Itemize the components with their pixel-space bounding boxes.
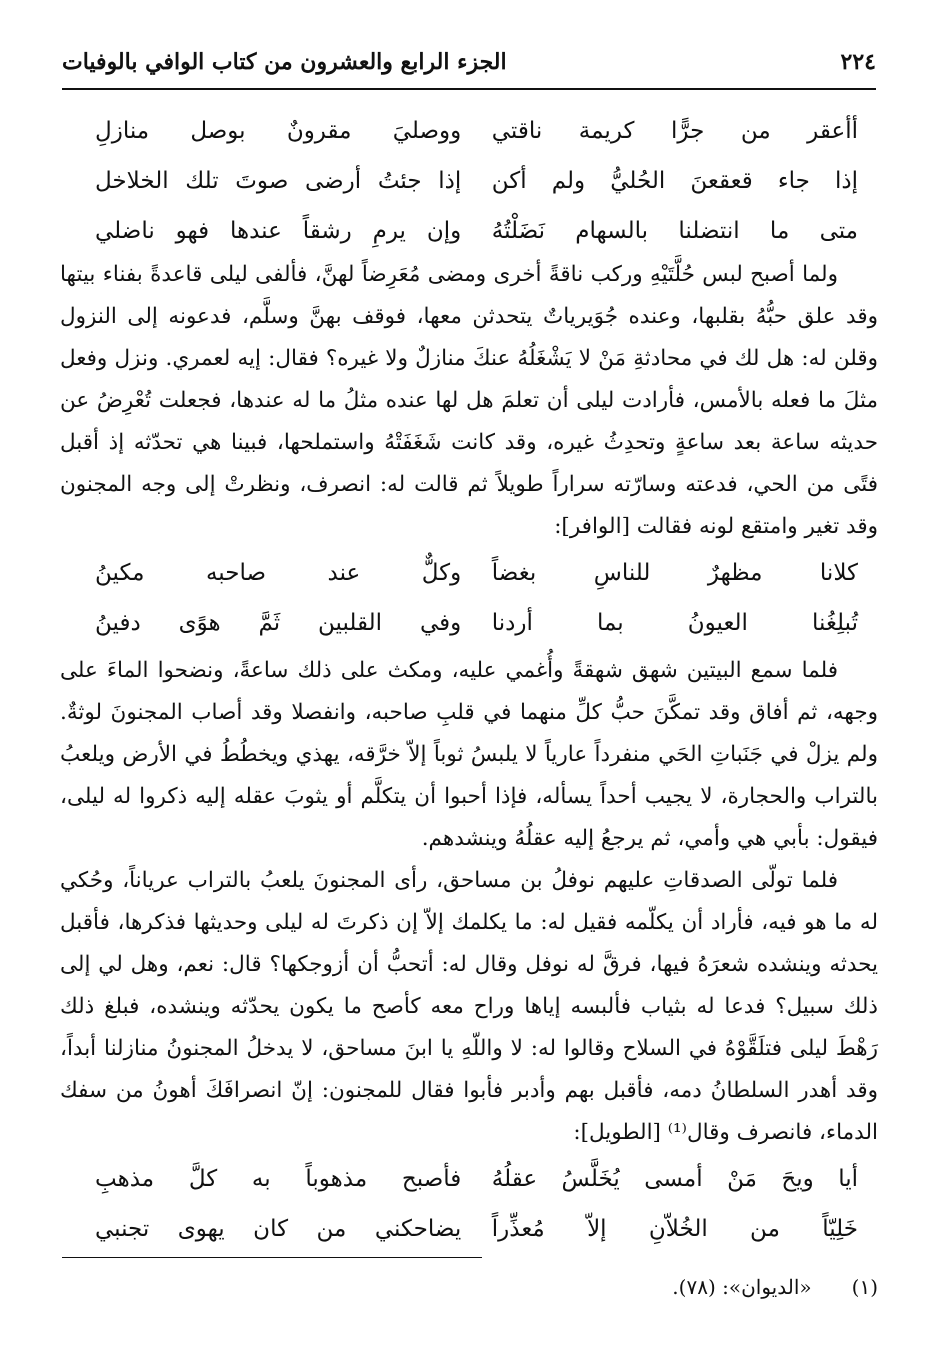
verse-second-hemistich: وفي القلبين ثَمَّ هوًى دفينُ (95, 610, 462, 636)
verse-line (95, 548, 858, 598)
verse-first-hemistich: خَلِيّاً من الخُلاّنِ إلاّ مُعذِّراً (491, 1216, 858, 1242)
paragraph-text: فلما تولّى الصدقاتِ عليهم نوفلُ بن مساحق، رأى المجنونَ يلعبُ بالتراب عرياناً، وحُكي له ما هو فيه، فأراد أن يكلّمه فقيل له: ما يكلمك إلاّ إن ذكرتَ له ليلى وحديثها فذكرها، فأقبل يحدثه وينشده شعرَهُ فيها، فرقَّ له نوفل وقال له: أتحبُّ أن أزوجكها؟ قال: نعم، وهل لي إلى ذلك سبيل؟ فدعا له بثياب فألبسه إياها وراح معه كأصح ما يكون يحدّثه وينشده، فبلغ ذلك رَهْطَ ليلى فتلَقَّوْهُ في السلاح وقالوا له: لا واللّهِ يا ابنَ مساحق، لا يدخلُ المجنونُ منازلنا أبداً، وقد أهدر السلطانُ دمه، فأقبل بهم وأدبر فأبوا فقال للمجنون: إنّ انصرافَكَ أهونُ من سفك الدماء، فانصرف وقال⁽¹⁾ [الطويل]: (60, 868, 878, 1145)
verse-second-hemistich: فأصبح مذهوباً به كلَّ مذهبِ (95, 1166, 462, 1192)
verse-first-hemistich: متى ما انتضلنا بالسهام نَضَلْتُهُ (491, 218, 858, 244)
verse-second-hemistich: وإن يرمِ رشقاً عندها فهو ناضلي (95, 218, 462, 244)
prose-paragraph-2 (60, 650, 878, 860)
verse-line (95, 1154, 858, 1204)
verse-second-hemistich: يضاحكني من كان يهوى تجنبي (95, 1216, 462, 1242)
verse-block-3 (95, 1154, 858, 1254)
footnote-text: «الديوان»: (٧٨). (672, 1275, 812, 1299)
page-number: ٢٢٤ (840, 49, 876, 75)
verse-second-hemistich: ووصليَ مقرونٌ بوصل منازلِ (95, 118, 462, 144)
verse-first-hemistich: تُبلِغُنا العيونُ بما أردنا (491, 610, 858, 636)
verse-first-hemistich: كلانا مظهرٌ للناسِ بغضاً (491, 560, 858, 586)
prose-paragraph-3 (60, 860, 878, 1154)
header-divider (62, 88, 876, 90)
verse-second-hemistich: إذا جئتُ أرضى صوتَ تلك الخلاخل (95, 168, 462, 194)
paragraph-text: ولما أصبح لبس حُلَّتَيْهِ وركب ناقةً أخرى ومضى مُعَرِضاً لهنَّ، فألفى ليلى قاعدةً بفناء بيتها وقد علق حبُّهُ بقلبها، وعنده جُوَيرياتٌ يتحدثن معها، فوقف بهنَّ وسلَّم، فدعونه إلى النزول وقلن له: هل لك في محادثةِ مَنْ لا يَشْغَلُهُ عنكَ منازلٌ ولا غيره؟ فقال: إيه لعمري. ونزل وفعل مثلَ ما فعله بالأمس، فأرادت ليلى أن تعلمَ هل لها عنده مثلُ ما له عندها، فجعلت تُعْرِضُ عن حديثه ساعة بعد ساعةٍ وتحدِثُ غيره، وقد كانت شَغَفَتْهُ واستملحها، فبينا هي تحدّثه إذ أقبل فتًى من الحي، فدعته وسارّته سراراً طويلاً ثم قالت له: انصرف، ونظرتْ إلى وجه المجنون وقد تغير وامتقع لونه فقالت [الوافر]: (60, 262, 878, 539)
verse-line (95, 206, 858, 256)
verse-line (95, 156, 858, 206)
prose-paragraph-1 (60, 254, 878, 548)
footnote (672, 1275, 878, 1299)
verse-line (95, 1204, 858, 1254)
verse-line (95, 598, 858, 648)
footnote-marker: (١) (851, 1275, 878, 1299)
running-title: الجزء الرابع والعشرون من كتاب الوافي بالوفيات (62, 49, 507, 75)
verse-second-hemistich: وكلٌّ عند صاحبه مكينُ (95, 560, 462, 586)
paragraph-text: فلما سمع البيتين شهق شهقةً وأُغمي عليه، ومكث على ذلك ساعةً، ونضحوا الماءَ على وجهه، ثم أفاق وقد تمكَّنَ حبُّ كلِّ منهما في قلبِ صاحبه، وانفصلا وقد أصاب المجنونَ لوثةٌ. ولم يزلْ في جَنَباتِ الحَي منفرداً عارياً لا يلبسُ ثوباً إلاّ خرَّقه، يهذي ويخطُطُ في الأرض ويلعبُ بالتراب والحجارة، لا يجيب أحداً يسأله، فإذا أحبوا أن يتكلَّم أو يثوبَ عقله إليه ذكروا له ليلى، فيقول: بأبي هي وأمي، ثم يرجعُ إليه عقلُهُ وينشدهم. (60, 658, 878, 851)
verse-block-1 (95, 106, 858, 256)
page-header (62, 42, 876, 82)
footnote-divider (62, 1257, 482, 1258)
verse-first-hemistich: أأعقر من جرًّا كريمة ناقتي (491, 118, 858, 144)
verse-block-2 (95, 548, 858, 648)
verse-first-hemistich: أيا ويحَ مَنْ أمسى يُخَلَّسُ عقلُهُ (491, 1166, 858, 1192)
verse-line (95, 106, 858, 156)
verse-first-hemistich: إذا جاء قعقعنَ الحُليُّ ولم أكن (491, 168, 858, 194)
